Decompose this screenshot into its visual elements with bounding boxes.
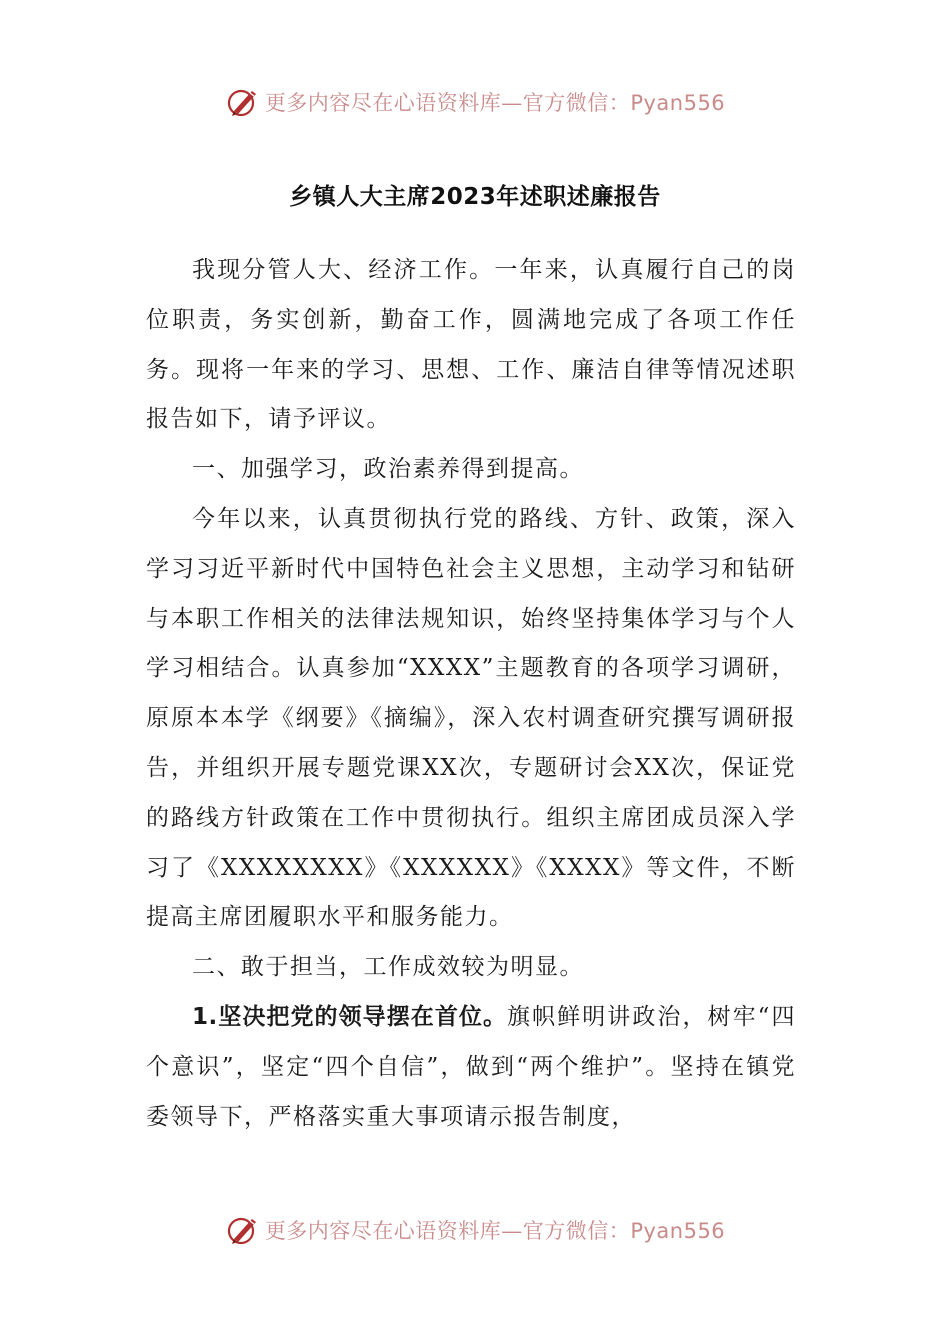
pen-in-circle-logo-icon [225, 84, 261, 120]
banner-wechat-id: Pyan556 [630, 91, 726, 115]
banner-wechat-id: Pyan556 [630, 1219, 726, 1243]
header-banner [0, 82, 950, 122]
section-heading-2: 二、敢于担当，工作成效较为明显。 [192, 954, 584, 981]
section-heading-1: 一、加强学习，政治素养得到提高。 [192, 456, 584, 483]
banner-text [265, 1215, 725, 1245]
banner-text-cn: 更多内容尽在心语资料库—官方微信： [264, 1219, 631, 1243]
pen-in-circle-logo-icon [225, 1212, 261, 1248]
footer-banner [0, 1210, 950, 1250]
paragraph-party-leadership [146, 993, 796, 1142]
paragraph-intro: 我现分管人大、经济工作。一年来，认真履行自己的岗位职责，务实创新，勤奋工作，圆满地完成了各项工作任务。现将一年来的学习、思想、工作、廉洁自律等情况述职报告如下，请予评议。 [146, 257, 796, 433]
paragraph-study: 今年以来，认真贯彻执行党的路线、方针、政策，深入学习习近平新时代中国特色社会主义思想，主动学习和钻研与本职工作相关的法律法规知识，始终坚持集体学习与个人学习相结合。认真参加“XXXX”主题教育的各项学习调研，原原本本学《纲要》《摘编》，深入农村调查研究撰写调研报告，并组织开展专题党课XX次，专题研讨会XX次，保证党的路线方针政策在工作中贯彻执行。组织主席团成员深入学习了《XXXXXXXX》《XXXXXX》《XXXX》等文件，不断提高主席团履职水平和服务能力。 [146, 505, 796, 931]
banner-text [265, 87, 725, 117]
document-body [146, 246, 796, 1142]
paragraph-lead-bold: 1.坚决把党的领导摆在首位。 [192, 1003, 508, 1030]
banner-text-cn: 更多内容尽在心语资料库—官方微信： [264, 91, 631, 115]
paragraph-party-leadership-text: 旗帜鲜明讲政治，树牢“四个意识”，坚定“四个自信”，做到“两个维护”。坚持在镇党委领导下，严格落实重大事项请示报告制度， [146, 1003, 796, 1130]
document-title: 乡镇人大主席2023年述职述廉报告 [289, 184, 661, 210]
